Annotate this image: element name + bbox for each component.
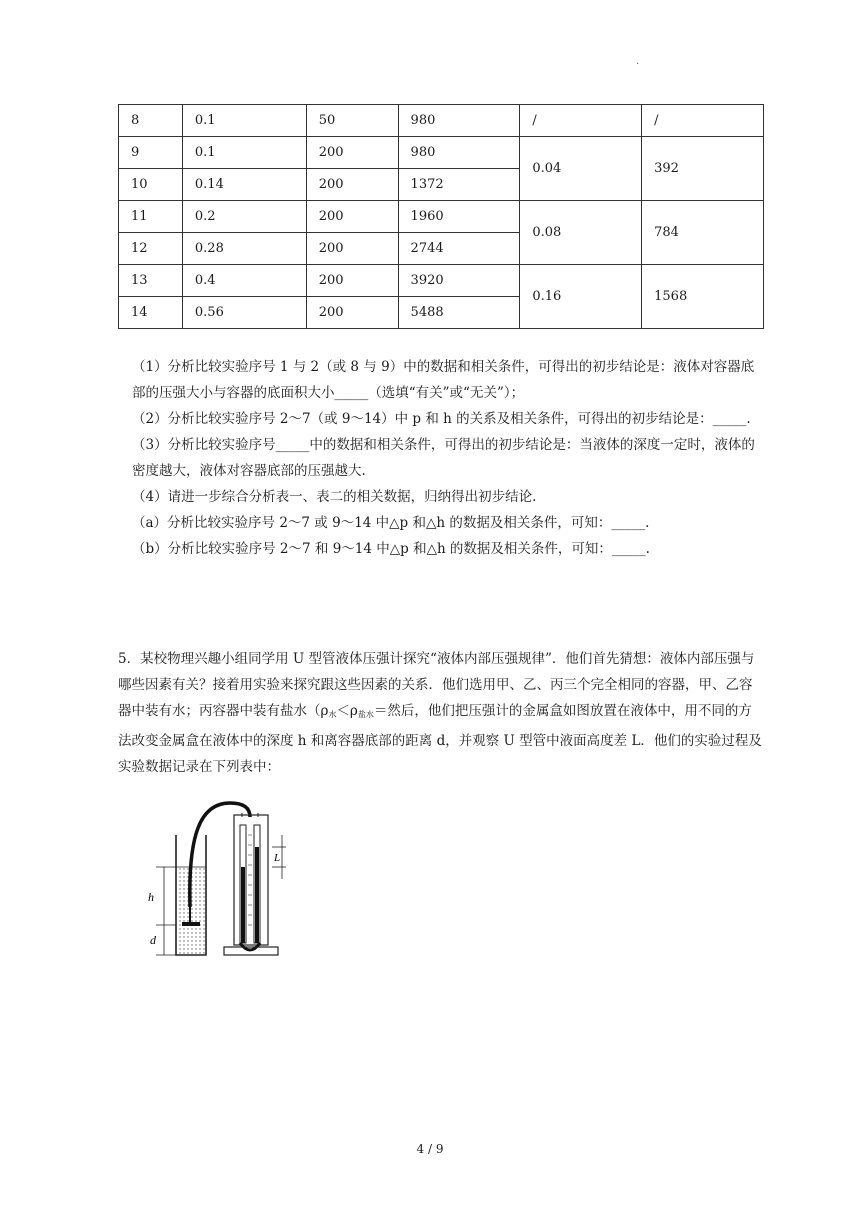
table-cell: 980	[398, 137, 520, 169]
pressure-gauge-figure	[130, 795, 290, 965]
label-h: h	[148, 890, 154, 904]
page-number: 4 / 9	[416, 1142, 444, 1156]
table-cell: 980	[398, 105, 520, 137]
table-cell: /	[642, 105, 764, 137]
analysis-item-4b: （b）分析比较实验序号 2～7 和 9～14 中△p 和△h 的数据及相关条件，可知：_____.	[132, 541, 650, 557]
table-cell: /	[520, 105, 642, 137]
table-cell: 8	[119, 105, 183, 137]
table-cell: 0.1	[182, 137, 306, 169]
table-row	[119, 137, 764, 169]
table-cell: 1960	[398, 201, 520, 233]
table-cell: 0.1	[182, 105, 306, 137]
table-cell: 3920	[398, 265, 520, 297]
table-cell: 0.14	[182, 169, 306, 201]
question-5-text: 5．某校物理兴趣小组同学用 U 型管液体压强计探究“液体内部压强规律”．他们首先猜想：液体内部压强与哪些因素有关？接着用实验来探究跟这些因素的关系．他们选用甲、乙、丙三个完全相同的容器，甲、乙容器中装有水；丙容器中装有盐水（$\rho_水<\rho_{盐水}=$然后，他们把压强计的金属盒如图放置在液体中，用不同的方法改变金属盒在液体中的深度 h 和离容器底部的距离 d，并观察 U 型管中液面高度差 L．他们的实验过程及实验数据记录在下列表中：	[118, 651, 762, 775]
table-row	[119, 201, 764, 233]
table-cell: 1372	[398, 169, 520, 201]
table-cell: 1568	[642, 265, 764, 329]
table-cell: 200	[306, 297, 398, 329]
table-cell: 13	[119, 265, 183, 297]
analysis-item-4: （4）请进一步综合分析表一、表二的相关数据，归纳得出初步结论.	[132, 489, 537, 505]
label-L: L	[274, 852, 281, 864]
table-cell: 200	[306, 233, 398, 265]
analysis-item-4a: （a）分析比较实验序号 2～7 或 9～14 中△p 和△h 的数据及相关条件，可知：_____.	[132, 515, 650, 531]
table-cell: 784	[642, 201, 764, 265]
table-row	[119, 265, 764, 297]
table-row	[119, 105, 764, 137]
table-cell: 0.04	[520, 137, 642, 201]
table-cell: 0.2	[182, 201, 306, 233]
table-cell: 200	[306, 265, 398, 297]
table-cell: 200	[306, 137, 398, 169]
header-mark: .	[636, 56, 640, 67]
table-cell: 11	[119, 201, 183, 233]
table-cell: 0.16	[520, 265, 642, 329]
table-cell: 10	[119, 169, 183, 201]
table-cell: 5488	[398, 297, 520, 329]
u-tube-gauge	[224, 813, 281, 955]
table-cell: 200	[306, 201, 398, 233]
question-4-analysis	[118, 354, 764, 562]
table-cell: 392	[642, 137, 764, 201]
analysis-item-3: （3）分析比较实验序号_____中的数据和相关条件，可得出的初步结论是：当液体的深度一定时，液体的密度越大，液体对容器底部的压强越大.	[132, 437, 755, 479]
table-cell: 50	[306, 105, 398, 137]
table-cell: 0.08	[520, 201, 642, 265]
table-cell: 0.4	[182, 265, 306, 297]
table-cell: 200	[306, 169, 398, 201]
analysis-item-1: （1）分析比较实验序号 1 与 2（或 8 与 9）中的数据和相关条件，可得出的初步结论是：液体对容器底部的压强大小与容器的底面积大小_____（选填“有关”或“无关”）；	[132, 359, 755, 401]
table-cell: 0.28	[182, 233, 306, 265]
analysis-item-2: （2）分析比较实验序号 2～7（或 9～14）中 p 和 h 的关系及相关条件，可得出的初步结论是：_____.	[132, 411, 751, 427]
table-cell: 0.56	[182, 297, 306, 329]
table-cell: 12	[119, 233, 183, 265]
table-cell: 9	[119, 137, 183, 169]
question-5	[118, 646, 764, 780]
table-cell: 14	[119, 297, 183, 329]
label-d: d	[150, 933, 156, 947]
table-cell: 2744	[398, 233, 520, 265]
depth-markers	[156, 867, 176, 955]
data-table	[118, 104, 764, 329]
